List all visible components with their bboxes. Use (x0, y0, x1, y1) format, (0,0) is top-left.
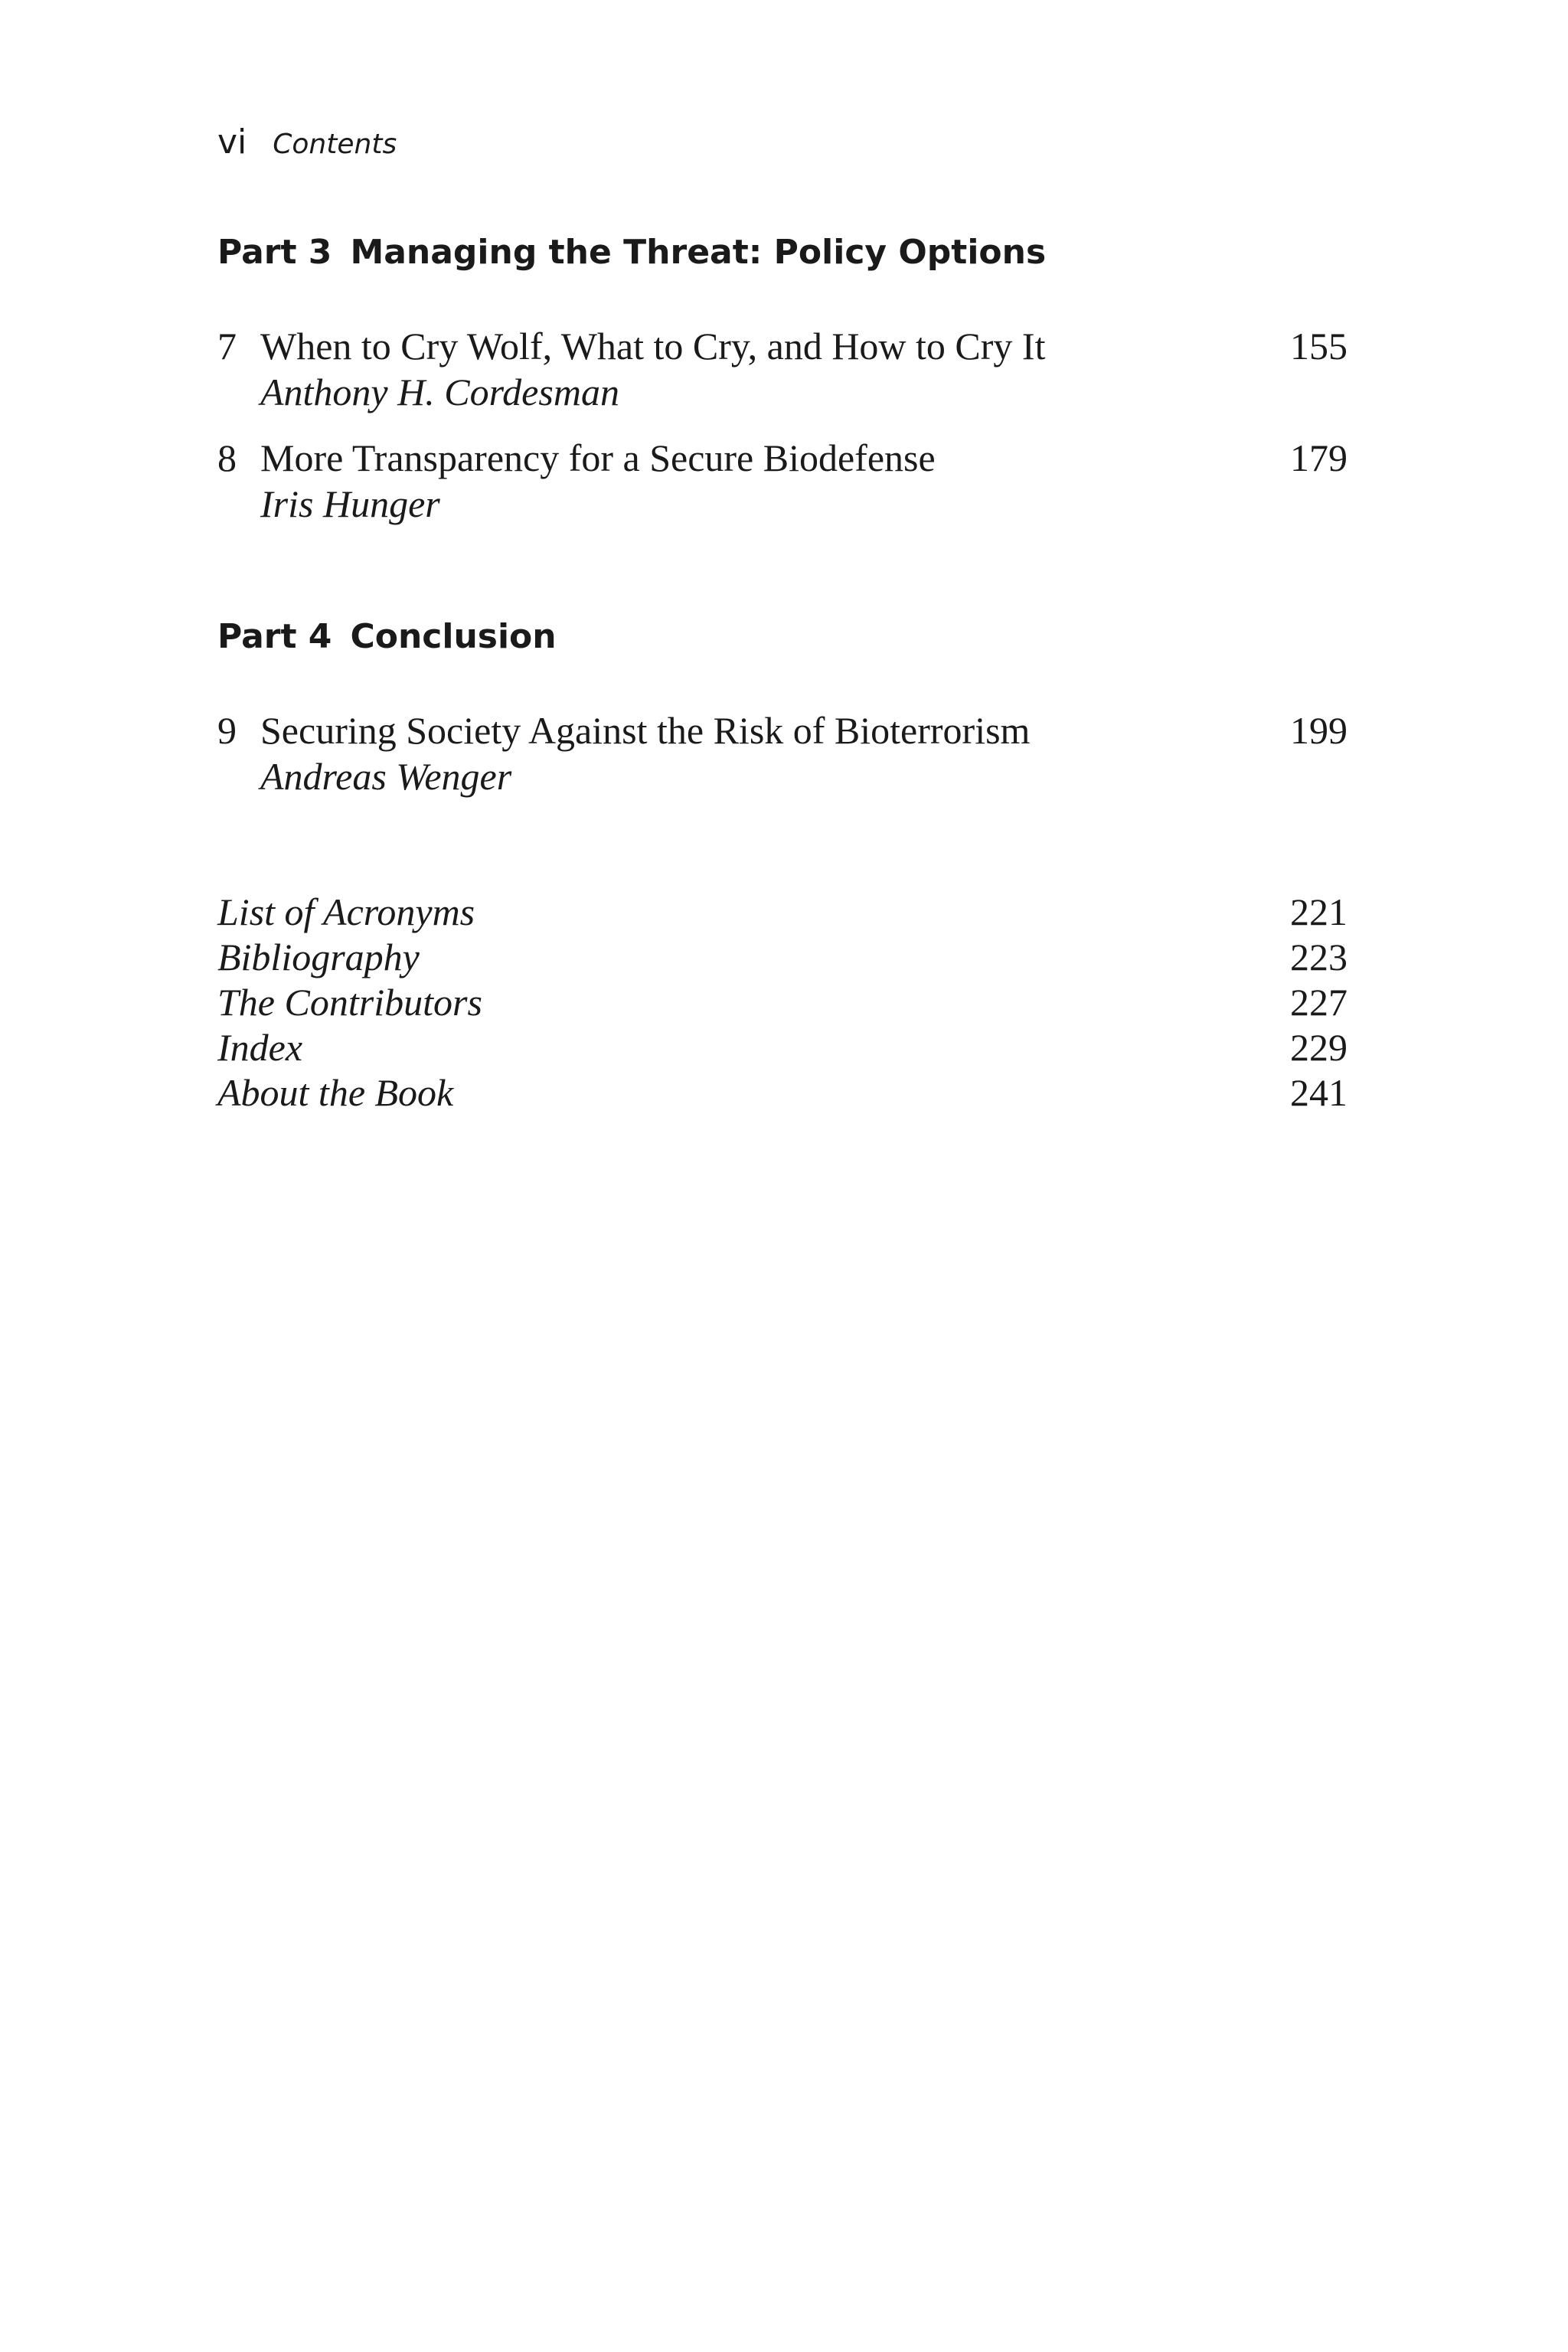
part-number: Part 4 (217, 617, 332, 656)
chapter-number: 8 (217, 436, 237, 479)
backmatter-list (217, 890, 1348, 1116)
chapter-title: When to Cry Wolf, What to Cry, and How to Cry It (260, 325, 1046, 368)
toc-entry-chapter-7[interactable] (217, 323, 1348, 415)
chapter-author: Iris Hunger (260, 482, 440, 525)
toc-entry-the-contributors[interactable] (217, 980, 1348, 1025)
chapter-title: More Transparency for a Secure Biodefense (260, 436, 936, 479)
backmatter-page-number: 221 (1290, 890, 1348, 933)
toc-entry-chapter-9[interactable] (217, 707, 1348, 799)
part-title: Conclusion (350, 617, 557, 656)
chapter-number: 9 (217, 709, 237, 752)
toc-entry-list-of-acronyms[interactable] (217, 890, 1348, 935)
chapter-number: 7 (217, 325, 237, 368)
chapter-author: Andreas Wenger (260, 755, 512, 798)
running-title: Contents (273, 129, 397, 160)
toc-entry-about-the-book[interactable] (217, 1070, 1348, 1116)
chapter-page-number: 199 (1290, 709, 1348, 752)
part-heading-4 (217, 617, 1351, 656)
toc-entry-index[interactable] (217, 1025, 1348, 1070)
backmatter-title: List of Acronyms (217, 890, 475, 933)
chapter-author: Anthony H. Cordesman (260, 371, 619, 413)
backmatter-title: Index (217, 1026, 303, 1069)
toc-entry-bibliography[interactable] (217, 935, 1348, 980)
backmatter-title: Bibliography (217, 936, 420, 978)
backmatter-title: The Contributors (217, 981, 482, 1024)
running-head (217, 122, 397, 168)
backmatter-page-number: 241 (1290, 1071, 1348, 1114)
toc-entry-chapter-8[interactable] (217, 435, 1348, 527)
chapter-page-number: 179 (1290, 436, 1348, 479)
backmatter-page-number: 223 (1290, 936, 1348, 978)
page-folio: vi (217, 122, 247, 162)
backmatter-title: About the Book (217, 1071, 454, 1114)
chapter-page-number: 155 (1290, 325, 1348, 368)
part-title: Managing the Threat: Policy Options (350, 233, 1047, 272)
part-number: Part 3 (217, 233, 332, 272)
chapter-title: Securing Society Against the Risk of Bioterrorism (260, 709, 1031, 752)
backmatter-page-number: 227 (1290, 981, 1348, 1024)
part-heading-3 (217, 233, 1351, 272)
backmatter-page-number: 229 (1290, 1026, 1348, 1069)
